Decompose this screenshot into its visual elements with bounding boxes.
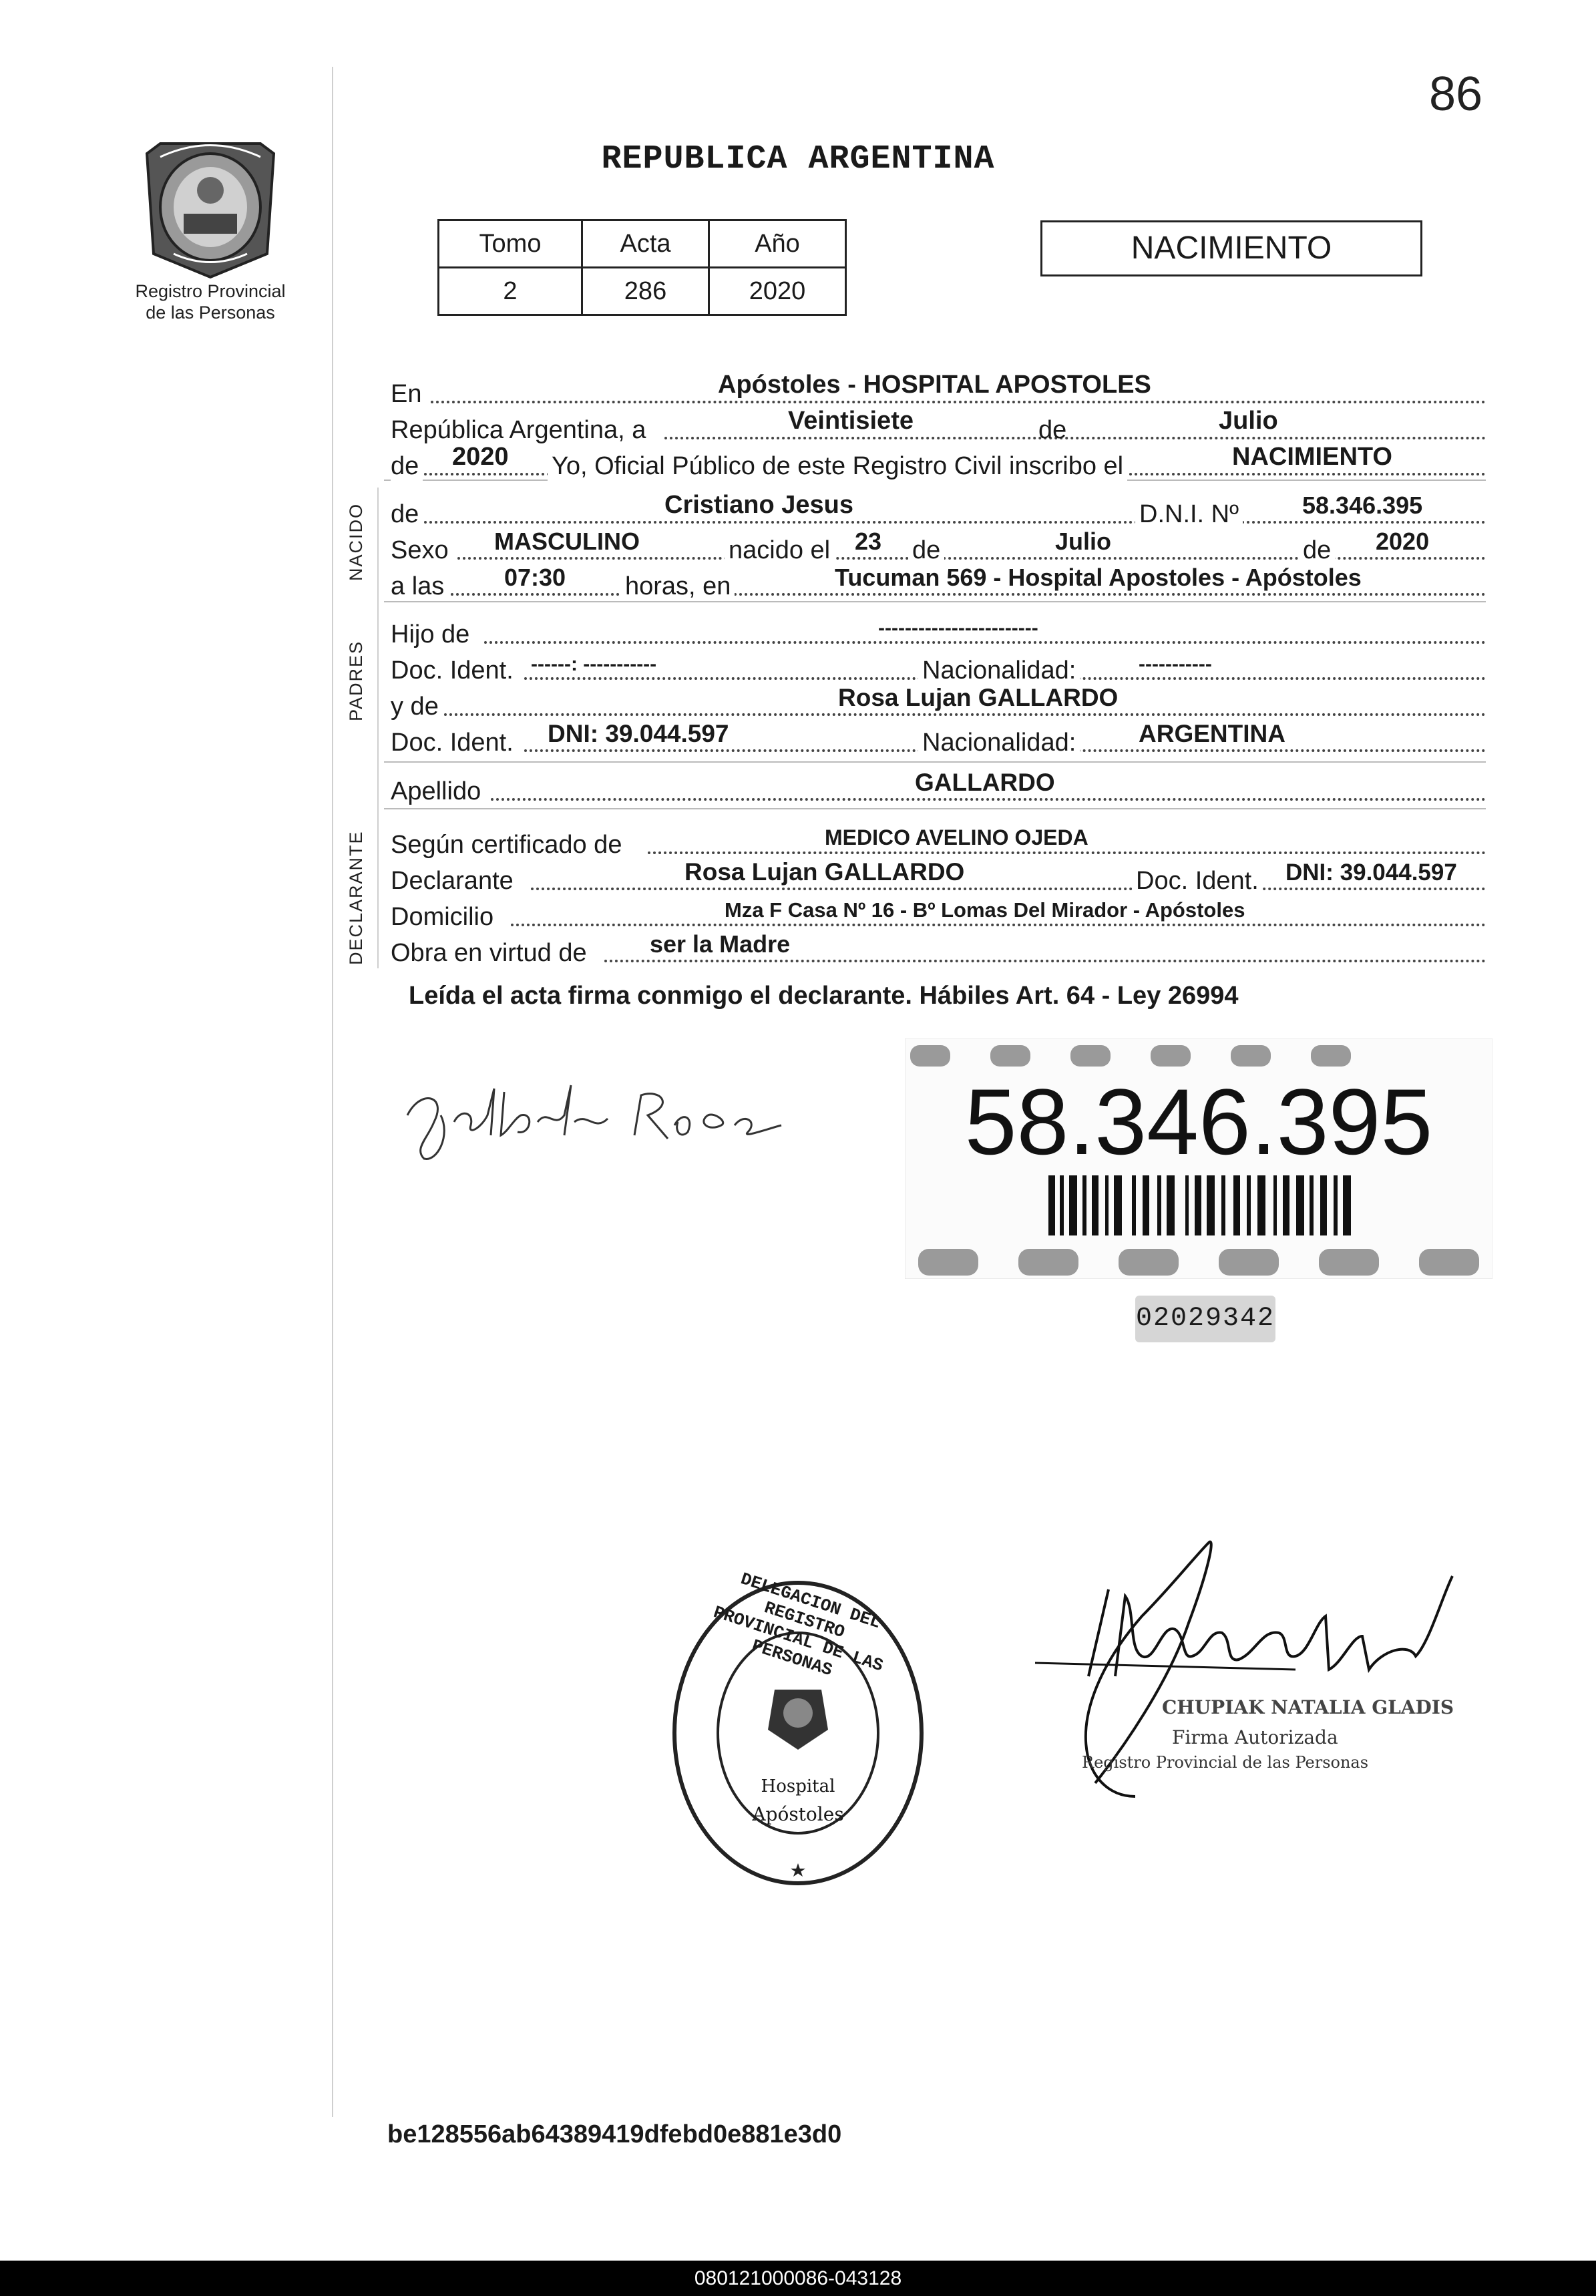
value-madre: Rosa Lujan GALLARDO (838, 684, 1119, 711)
value-declarante: Rosa Lujan GALLARDO (684, 858, 965, 886)
label-republica: República Argentina, a (391, 415, 650, 445)
stamp-inner-bottom: Apóstoles (752, 1803, 844, 1825)
value-anio: 2020 (452, 443, 509, 471)
value-nombre: Cristiano Jesus (664, 491, 853, 519)
row-madre-doc (391, 720, 1486, 757)
document-hash: be128556ab64389419dfebd0e881e3d0 (387, 2120, 842, 2148)
value-tomo: 2 (439, 268, 582, 315)
label-apellido: Apellido (391, 777, 485, 806)
label-dni: D.N.I. Nº (1135, 500, 1243, 529)
value-apellido: GALLARDO (915, 769, 1055, 796)
value-obra: ser la Madre (650, 930, 791, 958)
side-label-declarante: DECLARANTE (346, 830, 366, 965)
label-hijo-de: Hijo de (391, 620, 473, 649)
row-padre-doc (391, 650, 1486, 685)
value-hora: 07:30 (504, 564, 566, 591)
header-anio: Año (709, 220, 846, 268)
document-title: REPUBLICA ARGENTINA (601, 140, 995, 178)
section-margin-line (377, 488, 379, 968)
label-nacionalidad: Nacionalidad: (918, 656, 1080, 685)
row-nombre (391, 491, 1486, 529)
label-domicilio: Domicilio (391, 902, 497, 932)
header-tomo: Tomo (439, 220, 582, 268)
row-hijo-de (391, 614, 1486, 649)
official-name: CHUPIAK NATALIA GLADIS (1162, 1696, 1454, 1718)
value-acto: NACIMIENTO (1232, 443, 1392, 471)
value-anio-nac: 2020 (1376, 528, 1430, 555)
label-sexo: Sexo (391, 536, 453, 565)
row-oficial (391, 443, 1486, 481)
value-madre-nac: ARGENTINA (1139, 720, 1285, 747)
separator (384, 808, 1486, 809)
logo-caption: Registro Provincial de las Personas (135, 281, 286, 323)
separator (384, 601, 1486, 602)
value-mes-nac: Julio (1055, 528, 1112, 555)
official-office: Registro Provincial de las Personas (1082, 1753, 1369, 1772)
value-padre-nac: ----------- (1139, 653, 1212, 675)
row-y-de (391, 684, 1486, 721)
value-dia-nac: 23 (855, 528, 882, 555)
header-acta: Acta (582, 220, 709, 268)
label-oficial: Yo, Oficial Público de este Registro Civil inscribo el (548, 451, 1127, 481)
left-margin-line (332, 67, 333, 2117)
value-dni: 58.346.395 (1302, 492, 1423, 519)
value-acta: 286 (582, 268, 709, 315)
declarant-signature (394, 1075, 828, 1169)
value-mes: Julio (1219, 407, 1278, 435)
stamp-inner-top: Hospital (761, 1776, 835, 1796)
control-number: 02029342 (1135, 1296, 1275, 1342)
row-sexo (391, 530, 1486, 565)
label-nacido-el: nacido el (725, 536, 834, 565)
registry-table (437, 219, 847, 316)
value-declarante-doc: DNI: 39.044.597 (1285, 859, 1457, 886)
stamp-ring-text: DELEGACION DEL REGISTRO PROVINCIAL DE LAS PERSONAS (711, 1569, 886, 1681)
official-role: Firma Autorizada (1172, 1726, 1338, 1748)
label-doc-ident: Doc. Ident. (391, 656, 518, 685)
label-de-year: de (391, 451, 423, 481)
barcode-number: 58.346.395 (964, 1069, 1433, 1174)
value-madre-doc: DNI: 39.044.597 (548, 720, 729, 747)
value-lugar-nac: Tucuman 569 - Hospital Apostoles - Apóstoles (835, 564, 1362, 591)
row-certificado (391, 825, 1486, 859)
label-de: de (1038, 416, 1067, 444)
row-republica (391, 407, 1486, 445)
row-domicilio (391, 897, 1486, 932)
label-a-las: a las (391, 572, 448, 601)
record-type-box: NACIMIENTO (1040, 220, 1422, 276)
page-number: 86 (1429, 67, 1483, 121)
label-obra: Obra en virtud de (391, 938, 591, 968)
label-nacionalidad2: Nacionalidad: (918, 728, 1080, 757)
side-label-padres: PADRES (346, 640, 366, 721)
closing-statement: Leída el acta firma conmigo el declarante. Hábiles Art. 64 - Ley 26994 (409, 982, 1239, 1010)
label-doc-ident2: Doc. Ident. (391, 728, 518, 757)
label-de2: de (908, 536, 944, 565)
label-doc-ident3: Doc. Ident. (1132, 866, 1263, 896)
row-obra (391, 930, 1486, 968)
footer-bar: 080121000086-043128 (0, 2261, 1596, 2296)
label-y-de: y de (391, 692, 443, 721)
label-declarante: Declarante (391, 866, 518, 896)
value-certificado: MEDICO AVELINO OJEDA (825, 825, 1088, 849)
value-anio: 2020 (709, 268, 846, 315)
label-de-name: de (391, 500, 423, 529)
side-label-nacido: NACIDO (346, 502, 366, 581)
value-sexo: MASCULINO (494, 528, 640, 555)
value-padre-doc: ------: ----------- (531, 653, 657, 675)
value-lugar: Apóstoles - HOSPITAL APOSTOLES (718, 371, 1151, 399)
row-apellido (391, 771, 1486, 806)
separator (384, 761, 1486, 763)
value-domicilio: Mza F Casa Nº 16 - Bº Lomas Del Mirador - Apóstoles (725, 898, 1245, 922)
label-en: En (391, 379, 425, 409)
label-horas-en: horas, en (621, 572, 735, 601)
label-segun: Según certificado de (391, 830, 626, 859)
value-padre: ------------------------ (878, 617, 1038, 639)
row-hora (391, 566, 1486, 601)
value-dia-letras: Veintisiete (788, 407, 914, 435)
label-de3: de (1299, 536, 1335, 565)
row-en (391, 371, 1486, 409)
row-declarante (391, 858, 1486, 896)
